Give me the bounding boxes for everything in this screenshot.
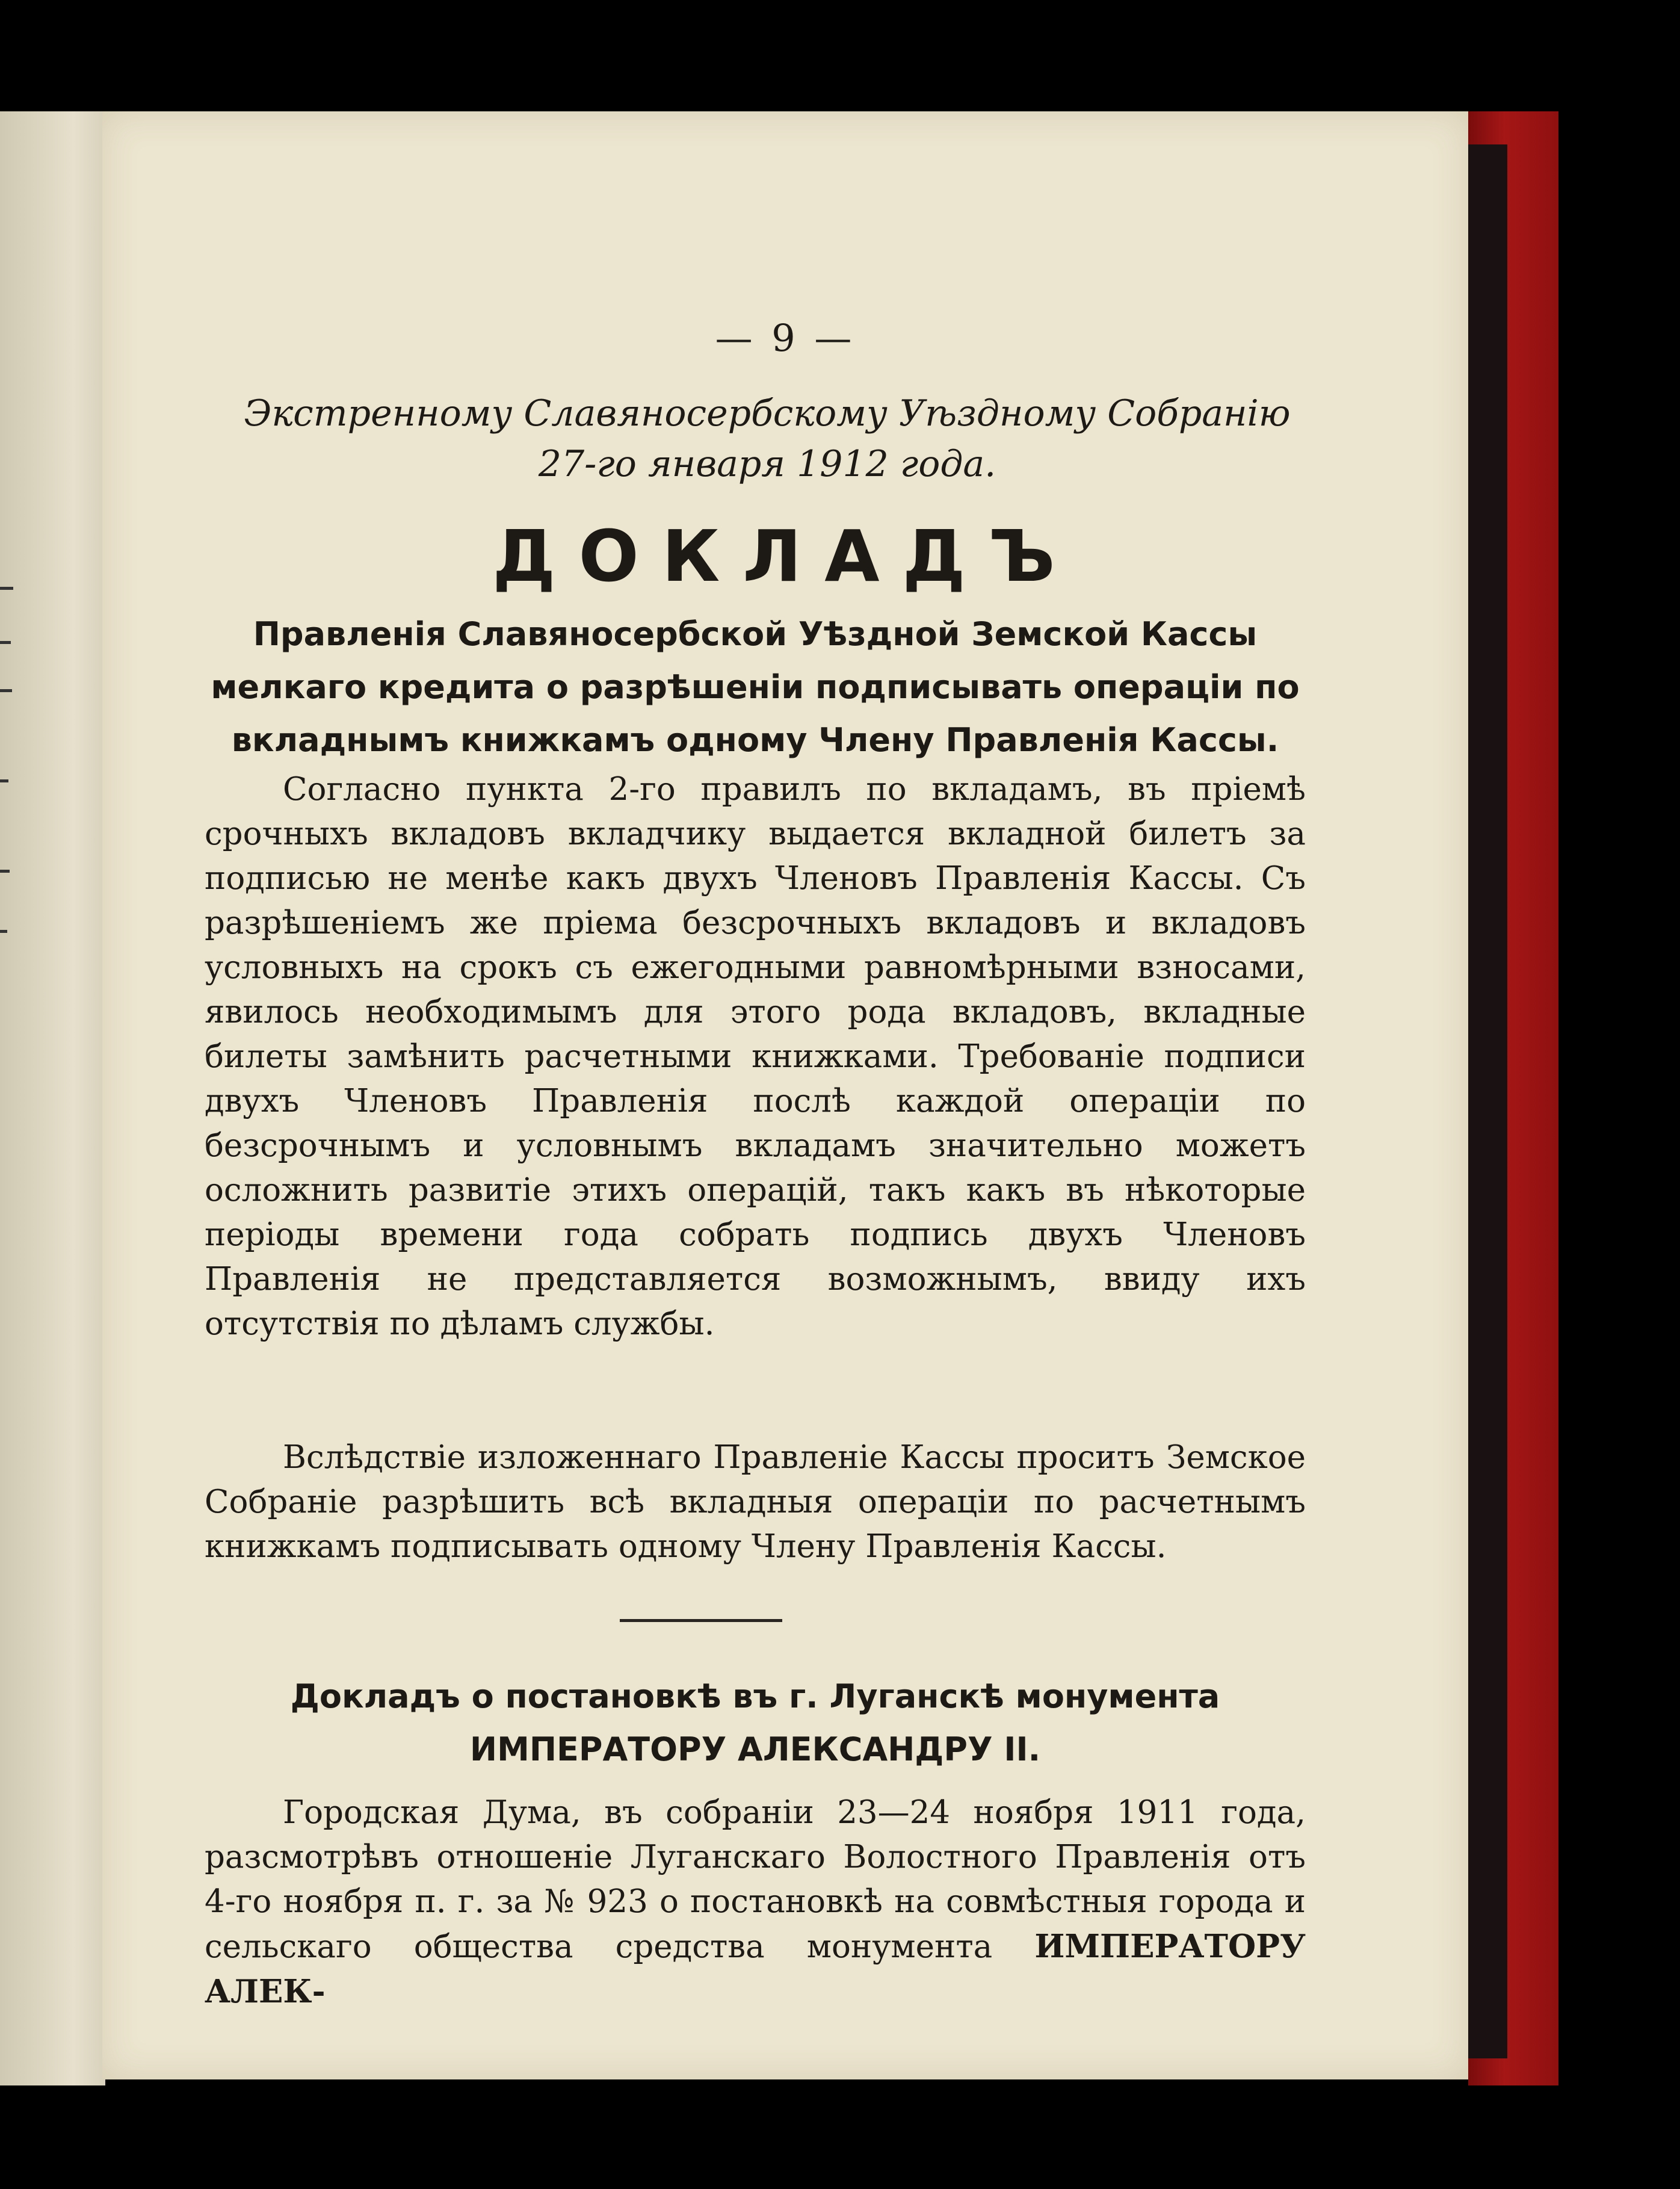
section-heading: Докладъ о постановкѣ въ г. Луганскѣ монумента ИМПЕРАТОРУ АЛЕКСАНДРУ II. — [290, 1677, 1220, 1768]
paragraph-2: Вслѣдствіе изложеннаго Правленіе Кассы проситъ Земское Собраніе разрѣшить всѣ вкладныя операціи по расчетнымъ книжкамъ подписывать одному Члену Правленія Кассы. — [205, 1439, 1306, 1565]
document-title: ДОКЛАДЪ — [492, 515, 1078, 598]
document-page — [102, 111, 1468, 2079]
document-subtitle: Правленія Славяносербской Уѣздной Земской Кассы мелкаго кредита о разрѣшеніи подписывать операціи по вкладнымъ книжкамъ одному Члену Правленія Кассы. — [211, 615, 1300, 759]
paragraph-1: Согласно пункта 2-го правилъ по вкладамъ, въ пріемѣ срочныхъ вкладовъ вкладчику выдается вкладной билетъ за подписью не менѣе какъ двухъ Членовъ Правленія Кассы. Съ разрѣшеніемъ же пріема безсрочныхъ вкладовъ и вкладовъ условныхъ на срокъ съ ежегодными равномѣрными взносами, явилось необходимымъ для этого рода вкладовъ, вкладные билеты замѣнить расчетными книжками. Требованіе подписи двухъ Членовъ Правленія послѣ каждой операціи по безсрочнымъ и условнымъ вкладамъ значительно можетъ осложнить развитіе этихъ операцій, такъ какъ въ нѣкоторые періоды времени года собрать подпись двухъ Членовъ Правленія не представляется возможнымъ, ввиду ихъ отсутствія по дѣламъ службы. — [205, 771, 1306, 1342]
book-cover-shadow — [1468, 144, 1507, 2058]
paragraph-3 — [205, 1791, 1306, 2014]
section-divider — [620, 1619, 782, 1622]
paragraph-3-text: Городская Дума, въ собраніи 23—24 ноября 1911 года, разсмотрѣвъ отношеніе Луганскаго Волостного Правленія отъ 4-го ноября п. г. за № 923 о постановкѣ на совмѣстныя города и сельскаго общества средства монумента — [205, 1794, 1306, 1965]
left-page-edge-marks — [0, 111, 105, 2085]
address-line: Экстренному Славяносербскому Уѣздному Собранію 27-го января 1912 года. — [244, 392, 1291, 485]
left-facing-page — [0, 111, 105, 2085]
page-number: — 9 — — [715, 316, 856, 360]
paragraph-3-emphasis: ИМПЕРАТОРУ АЛЕК- — [205, 1928, 1306, 2010]
